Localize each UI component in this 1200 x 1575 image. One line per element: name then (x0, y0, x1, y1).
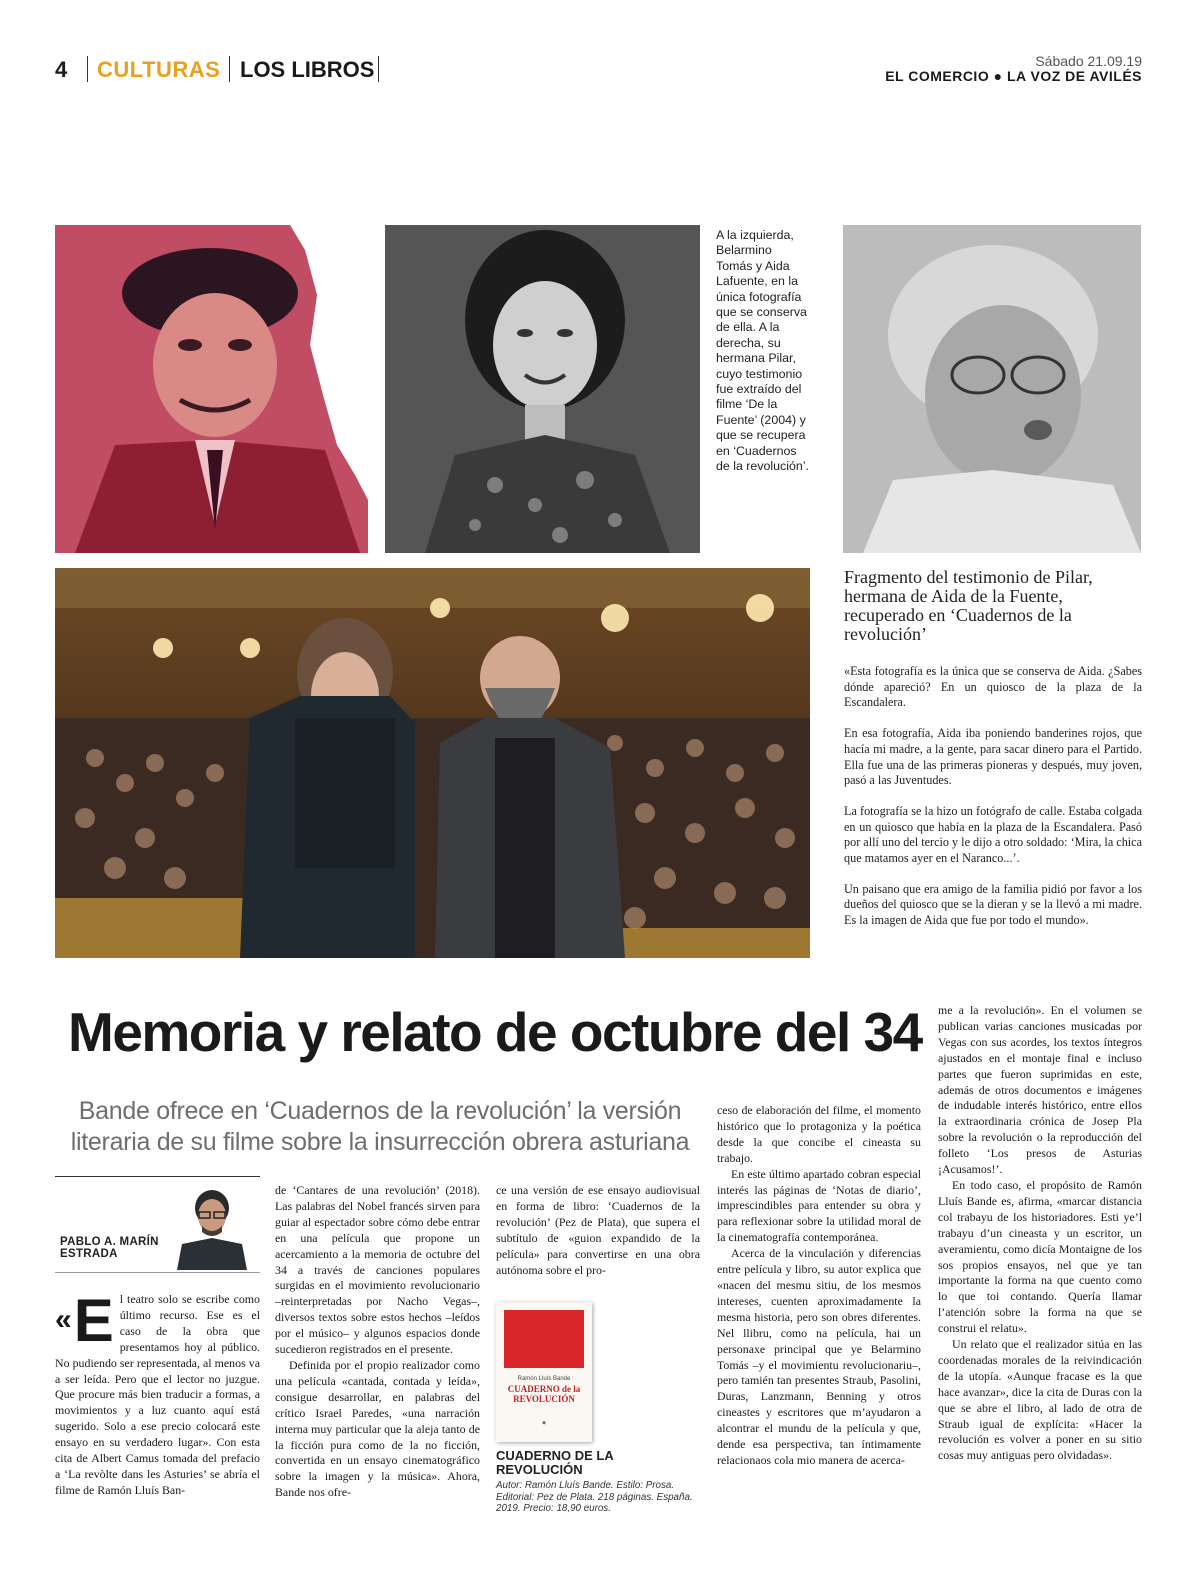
article-paragraph: En este último apartado cobran especial interés las páginas de ‘Notas de diario’, imprescindibles para entender su obra y para reflexionar sobre la utilidad moral de la cinematografía contemporánea. (717, 1166, 921, 1245)
article-paragraph: l teatro solo se escribe como último recurso. Ese es el caso de la obra que presentamos hoy al público. No pudiendo ser representada, al menos va a ser leída. Pero que el lector no juzgue. Que procure más bien traducir a formas, a movimientos y a luz cuanto aquí está sugerido. Solo a ese precio colocará este ensayo en su verdadero lugar». Con esta cita de Albert Camus tomada del prefacio a ‘La revòlte dans les Asturies’ se abría el filme de Ramón Lluís Ban- (55, 1292, 260, 1497)
drop-cap: «E (55, 1287, 114, 1354)
book-details: Autor: Ramón Lluís Bande. Estilo: Prosa. Editorial: Pez de Plata. 218 páginas. España. 2019. Precio: 18,90 euros. (496, 1480, 693, 1514)
sidebar-paragraph: En esa fotografía, Aida iba poniendo banderines rojos, que hacía mi madre, a la gente, para sacar dinero para el Partido. Ella fue una de las primeras pioneras y después, muy joven, pasó a las Juventudes. (844, 726, 1142, 788)
photo-caption-main (58, 960, 818, 975)
article-column-4 (717, 1103, 921, 1469)
photo-caption-text: Nacho Vegas y Ramón Lluís Bande, durante la presentación de la película que ahora se convierte en libro. (58, 960, 673, 975)
author-photo (172, 1186, 252, 1270)
photo-pilar (843, 225, 1141, 553)
article-headline: Memoria y relato de octubre del 34 (68, 1001, 922, 1063)
photo-presentation (55, 568, 810, 958)
author-byline (60, 1236, 159, 1260)
newspaper-name: EL COMERCIO ● LA VOZ DE AVILÉS (885, 68, 1142, 84)
article-paragraph: Definida por el propio realizador como una película «cantada, contada y leída», consigue desarrollar, en palabras del crítico Israel Paredes, «una narración interna muy particular que la aleja tanto de la ficción pura como de la no ficción, convertida en un ensayo cinematográfico sobre la imagen y la música». Ahora, Bande nos ofre- (275, 1357, 480, 1500)
article-column-1 (55, 1287, 260, 1499)
issue-date: Sábado 21.09.19 (1035, 53, 1142, 69)
photo-aida-lafuente (385, 225, 700, 553)
sidebar-title: Fragmento del testimonio de Pilar, hermana de Aida de la Fuente, recuperado en ‘Cuadernos de la revolución’ (844, 567, 1093, 644)
article-paragraph: ce una versión de ese ensayo audiovisual en forma de libro: ‘Cuadernos de la revolución’ (Pez de Plata), que supera el subtítulo de «guion expandido de la película» para convertirse en una obra autónoma sobre el pro- (496, 1183, 700, 1277)
sidebar-paragraph: La fotografía se la hizo un fotógrafo de calle. Estaba colgada en un quiosco que había en la plaza de la Escandalera. Pasó por allí uno del tercio y le dijo a otro soldado: ‘Mira, la chica que matamos ayer en el Naranco...’. (844, 803, 1142, 866)
article-paragraph: de ‘Cantares de una revolución’ (2018). Las palabras del Nobel francés sirven para guiar al espectador sobre cómo debe entrar en una película que propone un acercamiento a la memoria de octubre del 34 a través de canciones populares surgidas en el movimiento revolucionario –reinterpretadas por Nacho Vegas–, diversos textos sobre estos hechos –leídos por el músico– y algunos espacios donde sucedieron registrados en el presente. (275, 1183, 480, 1357)
article-paragraph: ceso de elaboración del filme, el momento histórico que lo protagoniza y la poética desde la que concibe el cineasta su trabajo. (717, 1103, 921, 1165)
header-divider (87, 56, 88, 82)
byline-rule-bottom (55, 1272, 260, 1273)
article-column-3 (496, 1183, 700, 1278)
article-subheadline: Bande ofrece en ‘Cuadernos de la revolución’ la versión literaria de su filme sobre la insurrección obrera asturiana (70, 1097, 690, 1156)
author-name: PABLO A. MARÍN (60, 1236, 159, 1248)
article-paragraph: me a la revolución». En el volumen se publican varias canciones musicadas por Vegas con sus acordes, los textos íntegros ajustados en el montaje final e incluso partes que fueron suprimidas en este, además de otros documentos e imágenes de indudable interés histórico, entre ellos la extraordinaria crónica de Josep Pla sobre la revolución o la reproducción del folleto ‘Los presos de Asturias ¡Acusamos!’. (938, 1003, 1142, 1177)
photo-caption-top: A la izquierda, Belarmino Tomás y Aida Lafuente, en la única fotografía que se conserva de ella. A la derecha, su hermana Pilar, cuyo testimonio fue extraído del filme ‘De la Fuente’ (2004) y que se recupera en ‘Cuadernos de la revolución’. (716, 228, 809, 474)
article-column-2 (275, 1183, 480, 1501)
book-cover (496, 1302, 592, 1442)
article-column-5 (938, 1003, 1142, 1464)
article-paragraph: Acerca de la vinculación y diferencias entre película y libro, su autor explica que «nacen del mesmu sitiu, de los mesmos intereses, cuenten aproximadamente la mesma historia, pero son obres diferentes. Nel llibru, como na película, hai un personaxe principal que ye Belarmino Tomás –y el movimientu revolucionariu–, pero tamién tan presentes Straub, Pasolini, Duras, Lanzmann, Benning y otros cineastes y escritores que m’ayudaron a alcontrar el mundu de la película y que, dende esa perspectiva, tan íntimamente relacionaos cola mio manera de acerca- (717, 1246, 921, 1467)
sidebar-text (844, 664, 1142, 944)
author-surname: ESTRADA (60, 1248, 118, 1260)
book-cover-title: CUADERNO de la REVOLUCIÓN (507, 1384, 581, 1404)
photo-credit: :: DAMIÁN ARIENZA (675, 964, 772, 974)
byline-rule (55, 1176, 260, 1177)
sidebar-paragraph: Un paisano que era amigo de la familia pidió por favor a los dueños del quiosco que se la dieran y se la llevó a mi madre. Es la imagen de Aida que fue por todo el mundo». (844, 881, 1142, 928)
book-heading: CUADERNO DE LA REVOLUCIÓN (496, 1448, 614, 1477)
book-cover-author: Ramón Lluís Bande (517, 1376, 571, 1382)
article-paragraph: En todo caso, el propósito de Ramón Lluís Bande es, afirma, «marcar distancia col trabayu de los historiadores. Esti ye’l trabayu d’un cineasta y un escritor, un averamientu, como dicía Montaigne de los sos propios ensayos, nel que ye tan importante la forma na que cuento como lo que toi contando. Quería llamar l’atención sobre la forma na que se construi el relatu». (938, 1177, 1142, 1336)
book-cover-art (504, 1310, 584, 1368)
header-divider (378, 56, 379, 82)
header-divider (229, 56, 230, 82)
section-label[interactable]: CULTURAS (97, 57, 221, 82)
sidebar-paragraph: «Esta fotografía es la única que se conserva de Aida. ¿Sabes dónde apareció? En un quiosco de la plaza de la Escandalera. (844, 664, 1142, 710)
photo-belarmino (55, 225, 368, 553)
subsection-label[interactable]: LOS LIBROS (240, 57, 375, 82)
article-paragraph: Un relato que el realizador sitúa en las coordenadas morales de la reivindicación de la utopía. «Aunque fracase es la que hace avanzar», dice la cita de Duras con la que se abre el libro, al lado de otra de Straub igual de explícita: «Hacer la revolución es volver a poner en su sitio cosas muy antiguas pero olvidadas». (938, 1337, 1142, 1463)
publisher-logo-icon: ◆ (542, 1420, 546, 1426)
page-number: 4 (55, 57, 68, 82)
